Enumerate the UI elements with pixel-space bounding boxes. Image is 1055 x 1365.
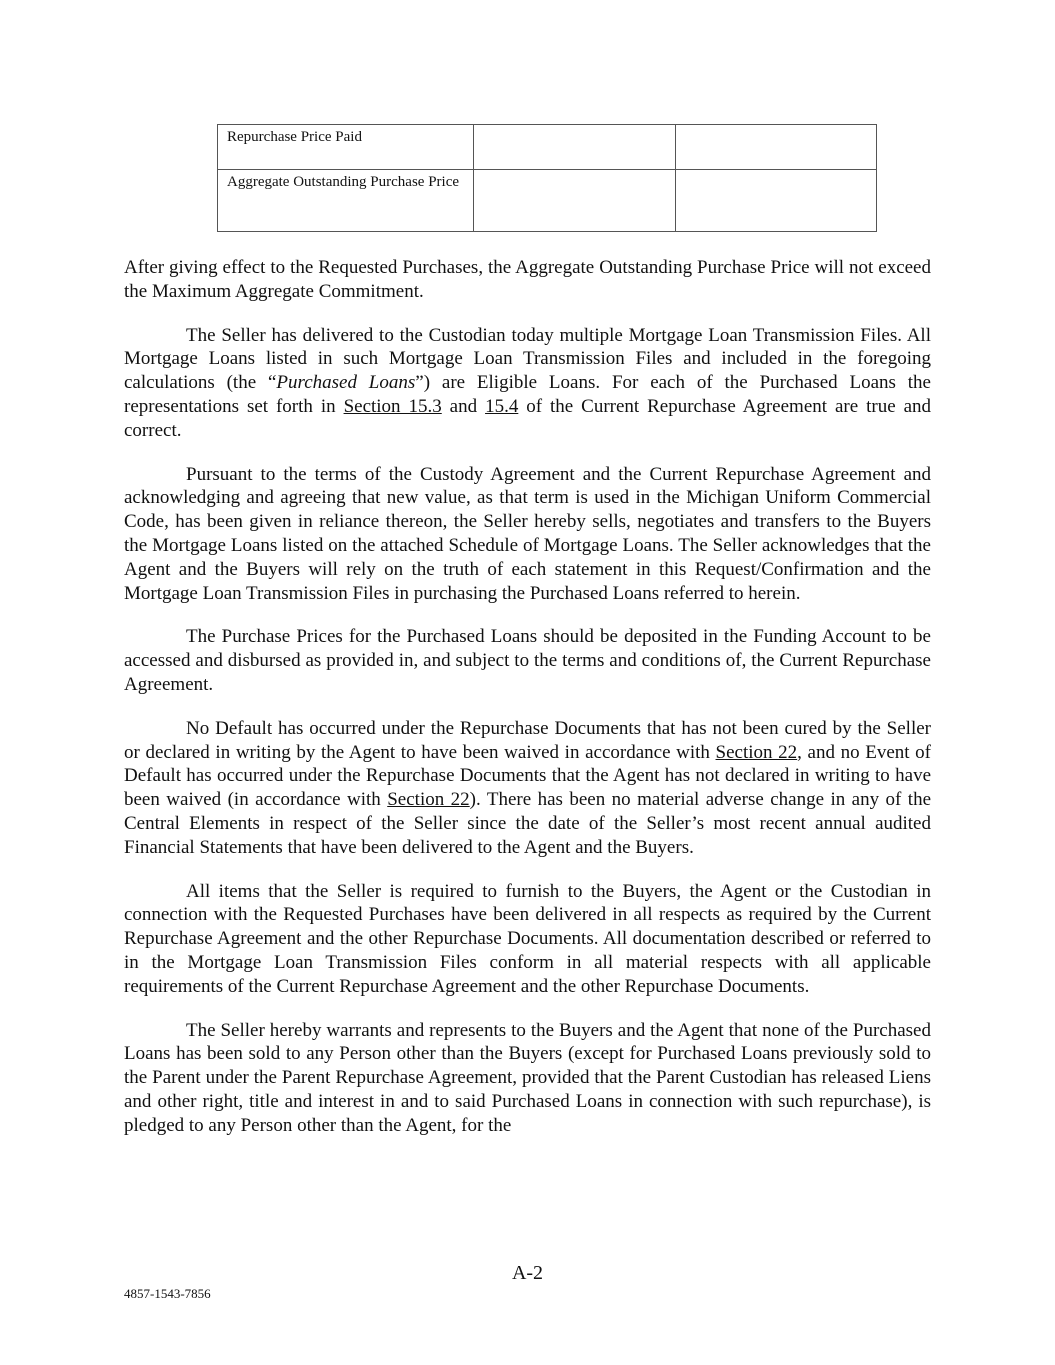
table-row bbox=[218, 125, 877, 170]
row-value-cell bbox=[675, 125, 876, 170]
document-body bbox=[124, 256, 931, 1158]
paragraph-funding-account: The Purchase Prices for the Purchased Loans should be deposited in the Funding Account to be accessed and disbursed as provided in, and subject to the terms and conditions of, the Current Repurchase Agreement. bbox=[124, 626, 931, 695]
section-reference: Section 15.3 bbox=[343, 395, 442, 417]
paragraph-custody-agreement: Pursuant to the terms of the Custody Agreement and the Current Repurchase Agreement and acknowledging and agreeing that new value, as that term is used in the Michigan Uniform Commercial Code, has been given in reliance thereon, the Seller hereby sells, negotiates and transfers to the Buyers the Mortgage Loans listed on the attached Schedule of Mortgage Loans. The Seller acknowledges that the Agent and the Buyers will rely on the truth of each statement in this Request/Confirmation and the Mortgage Loan Transmission Files in purchasing the Purchased Loans referred to herein. bbox=[124, 463, 931, 604]
section-reference: 15.4 bbox=[485, 395, 519, 417]
row-value-cell bbox=[675, 170, 876, 232]
defined-term: Purchased Loans bbox=[276, 372, 416, 394]
row-label: Aggregate Outstanding Purchase Price bbox=[218, 170, 474, 232]
row-value-cell bbox=[474, 170, 675, 232]
paragraph-no-default: No Default has occurred under the Repurchase Documents that has not been cured by the Seller or declared in writing by the Agent to have been waived in accordance with Section 22, and no Event of Default has occurred under the Repurchase Documents that the Agent has not declared in writing to have been waived (in accordance with Section 22). There has been no material adverse change in any of the Central Elements in respect of the Seller since the date of the Seller’s most recent annual audited Financial Statements that have been delivered to the Agent and the Buyers. bbox=[124, 717, 932, 858]
paragraph-items-furnished: All items that the Seller is required to furnish to the Buyers, the Agent or the Custodian in connection with the Requested Purchases have been delivered in all respects as required by the Current Repurchase Agreement and the other Repurchase Documents. All documentation described or referred to in the Mortgage Loan Transmission Files conform in all material respects with all applicable requirements of the Current Repurchase Agreement and the other Repurchase Documents. bbox=[124, 880, 931, 997]
paragraph-aggregate-commitment: After giving effect to the Requested Purchases, the Aggregate Outstanding Purchase Price will not exceed the Maximum Aggregate Commitment. bbox=[124, 257, 931, 302]
document-id: 4857-1543-7856 bbox=[124, 1286, 211, 1301]
section-reference: Section 22 bbox=[715, 741, 798, 763]
row-value-cell bbox=[474, 125, 675, 170]
section-reference: Section 22 bbox=[387, 789, 470, 811]
page-number: A-2 bbox=[511, 1262, 544, 1284]
purchase-price-table bbox=[217, 124, 877, 232]
table-row bbox=[218, 170, 877, 232]
paragraph-transmission-files: The Seller has delivered to the Custodian today multiple Mortgage Loan Transmission Files. All Mortgage Loans listed in such Mortgage Loan Transmission Files and included in the foregoing calculations (the “Purchased Loans”) are Eligible Loans. For each of the Purchased Loans the representations set forth in Section 15.3 and 15.4 of the Current Repurchase Agreement are true and correct. bbox=[124, 324, 931, 441]
paragraph-warranties: The Seller hereby warrants and represents to the Buyers and the Agent that none of the Purchased Loans has been sold to any Person other than the Buyers (except for Purchased Loans previously sold to the Parent under the Parent Repurchase Agreement, provided that the Parent Custodian has released Liens and other right, title and interest in and to said Purchased Loans in connection with such repurchase), is pledged to any Person other than the Agent, for the bbox=[124, 1019, 931, 1136]
row-label: Repurchase Price Paid bbox=[218, 125, 474, 170]
